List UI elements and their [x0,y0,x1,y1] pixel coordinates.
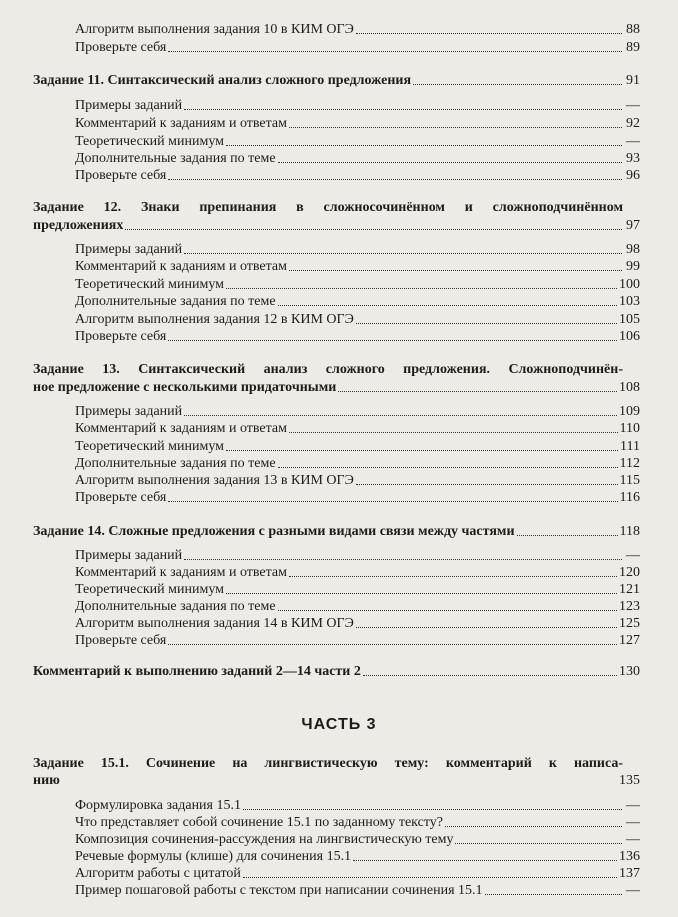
toc-entry: Дополнительные задания по теме 93 [75,151,640,166]
toc-entry: Примеры заданий — [75,98,640,113]
toc-entry: Алгоритм выполнения задания 14 в КИМ ОГЭ 125 [75,616,640,631]
toc-section-heading: ное предложение с несколькими придаточными 108 [33,380,640,395]
toc-entry: Что представляет собой сочинение 15.1 по заданному тексту? — [75,815,640,830]
toc-entry: Теоретический минимум 121 [75,582,640,597]
toc-section-heading: Задание 11. Синтаксический анализ сложного предложения 91 [33,73,640,88]
toc-entry: Примеры заданий 109 [75,404,640,419]
toc-section-heading-line1: Задание 12. Знаки препинания в сложносочинённом и сложноподчинённом [33,200,623,215]
toc-section-heading: нию 135 [33,773,640,788]
toc-entry: Пример пошаговой работы с текстом при написании сочинения 15.1 — [75,883,640,898]
toc-entry: Комментарий к заданиям и ответам 92 [75,116,640,131]
toc-section-heading: Задание 14. Сложные предложения с разными видами связи между частями 118 [33,524,640,539]
toc-entry: Алгоритм выполнения задания 12 в КИМ ОГЭ 105 [75,312,640,327]
toc-entry: Проверьте себя 96 [75,168,640,183]
toc-entry: Дополнительные задания по теме 123 [75,599,640,614]
toc-entry: Комментарий к заданиям и ответам 110 [75,421,640,436]
toc-entry: Теоретический минимум 111 [75,439,640,454]
part-heading: ЧАСТЬ 3 [301,716,377,733]
toc-entry: Алгоритм работы с цитатой 137 [75,866,640,881]
toc-entry: Примеры заданий — [75,548,640,563]
toc-entry: Комментарий к заданиям и ответам 99 [75,259,640,274]
toc-entry: Комментарий к заданиям и ответам 120 [75,565,640,580]
toc-entry: Проверьте себя 89 [75,40,640,55]
toc-entry: Композиция сочинения-рассуждения на лингвистическую тему — [75,832,640,847]
toc-entry: Примеры заданий 98 [75,242,640,257]
toc-entry: Алгоритм выполнения задания 13 в КИМ ОГЭ 115 [75,473,640,488]
toc-entry: Теоретический минимум 100 [75,277,640,292]
toc-entry: Проверьте себя 127 [75,633,640,648]
toc-entry: Проверьте себя 116 [75,490,640,505]
toc-entry: Теоретический минимум — [75,134,640,149]
toc-section-heading: предложениях 97 [33,218,640,233]
toc-entry: Формулировка задания 15.1 — [75,798,640,813]
toc-section-heading: Комментарий к выполнению заданий 2—14 части 2 130 [33,664,640,679]
toc-entry: Речевые формулы (клише) для сочинения 15.1 136 [75,849,640,864]
toc-section-heading-line1: Задание 13. Синтаксический анализ сложного предложения. Сложноподчинён- [33,362,623,377]
toc-entry: Проверьте себя 106 [75,329,640,344]
toc-section-heading-line1: Задание 15.1. Сочинение на лингвистическую тему: комментарий к написа- [33,756,623,771]
toc-entry: Дополнительные задания по теме 112 [75,456,640,471]
toc-entry: Алгоритм выполнения задания 10 в КИМ ОГЭ 88 [75,22,640,37]
toc-entry: Дополнительные задания по теме 103 [75,294,640,309]
